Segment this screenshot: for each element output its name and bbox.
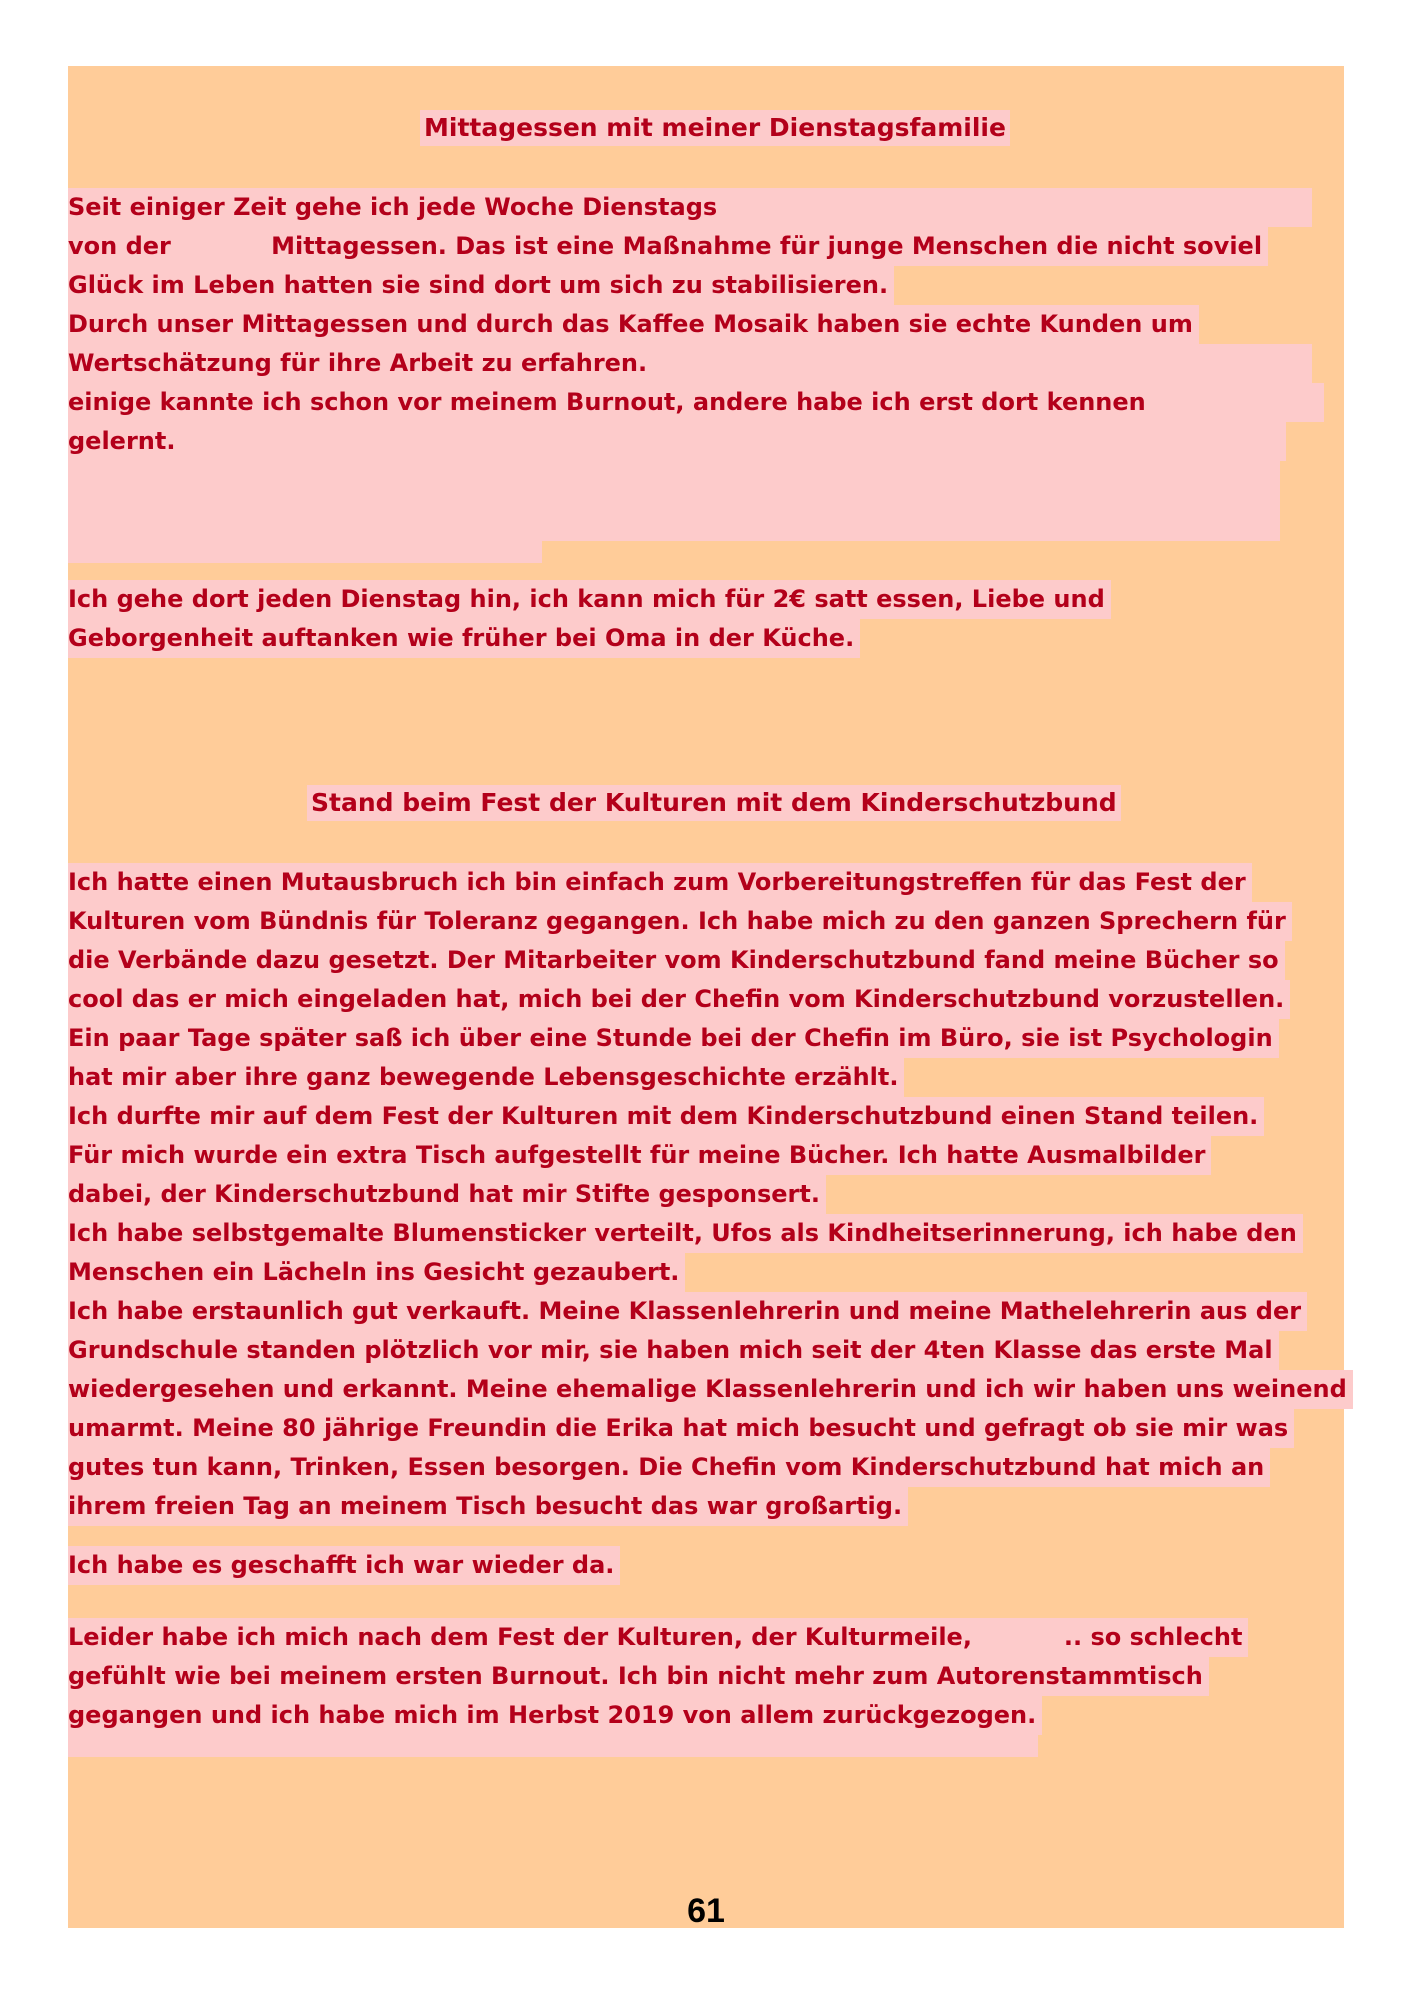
- text-line: Ich durfte mir auf dem Fest der Kulturen mit dem Kinderschutzbund einen Stand teilen.: [68, 1097, 1344, 1136]
- text-line: gutes tun kann, Trinken, Essen besorgen. Die Chefin vom Kinderschutzbund hat mich an: [68, 1448, 1344, 1487]
- text-line: die Verbände dazu gesetzt. Der Mitarbeiter vom Kinderschutzbund fand meine Bücher so: [68, 941, 1344, 980]
- text-line: Grundschule standen plötzlich vor mir, sie haben mich seit der 4ten Klasse das erste Mal: [68, 1331, 1344, 1370]
- text-line: einige kannte ich schon vor meinem Burnout, andere habe ich erst dort kennen: [68, 383, 1344, 422]
- section1-paragraph-2: [68, 580, 1344, 658]
- text-line: Leider habe ich mich nach dem Fest der Kulturen, der Kulturmeile, .. so schlecht: [68, 1618, 1344, 1657]
- section-title-mittagessen: Mittagessen mit meiner Dienstagsfamilie: [420, 110, 1010, 146]
- text-line: gelernt.: [68, 422, 1344, 461]
- text-line: Glück im Leben hatten sie sind dort um sich zu stabilisieren.: [68, 266, 1344, 305]
- text-line: Seit einiger Zeit gehe ich jede Woche Dienstags: [68, 188, 1344, 227]
- text-line: von der Mittagessen. Das ist eine Maßnahme für junge Menschen die nicht soviel: [68, 227, 1344, 266]
- text-line: dabei, der Kinderschutzbund hat mir Stifte gesponsert.: [68, 1175, 1344, 1214]
- text-line: Ich habe erstaunlich gut verkauft. Meine Klassenlehrerin und meine Mathelehrerin aus der: [68, 1292, 1344, 1331]
- highlight-block: [68, 1735, 1038, 1757]
- closing-paragraph: [68, 1618, 1344, 1735]
- text-line: ihrem freien Tag an meinem Tisch besucht das war großartig.: [68, 1487, 1344, 1526]
- page: [68, 66, 1347, 1930]
- text-line: Wertschätzung für ihre Arbeit zu erfahren.: [68, 344, 1344, 383]
- text-line: umarmt. Meine 80 jährige Freundin die Erika hat mich besucht und gefragt ob sie mir was: [68, 1409, 1344, 1448]
- text-line: cool das er mich eingeladen hat, mich bei der Chefin vom Kinderschutzbund vorzustellen.: [68, 980, 1344, 1019]
- text-line: gefühlt wie bei meinem ersten Burnout. Ich bin nicht mehr zum Autorenstammtisch: [68, 1657, 1344, 1696]
- text-line: Menschen ein Lächeln ins Gesicht gezaubert.: [68, 1253, 1344, 1292]
- text-line: Ein paar Tage später saß ich über eine Stunde bei der Chefin im Büro, sie ist Psychologin: [68, 1019, 1344, 1058]
- text-line: Ich gehe dort jeden Dienstag hin, ich kann mich für 2€ satt essen, Liebe und: [68, 580, 1344, 619]
- page-number: 61: [687, 1892, 725, 1930]
- text-line: Ich hatte einen Mutausbruch ich bin einfach zum Vorbereitungstreffen für das Fest der: [68, 863, 1344, 902]
- text-line: Kulturen vom Bündnis für Toleranz gegangen. Ich habe mich zu den ganzen Sprechern für: [68, 902, 1344, 941]
- highlight-block: [68, 461, 1280, 541]
- highlight-block: [68, 541, 542, 563]
- text-line: hat mir aber ihre ganz bewegende Lebensgeschichte erzählt.: [68, 1058, 1344, 1097]
- text-line: Durch unser Mittagessen und durch das Kaffee Mosaik haben sie echte Kunden um: [68, 305, 1344, 344]
- text-line: gegangen und ich habe mich im Herbst 2019 von allem zurückgezogen.: [68, 1696, 1344, 1735]
- statement-line: [68, 1546, 1344, 1585]
- section2-paragraph: [68, 863, 1347, 1526]
- section-title-stand: Stand beim Fest der Kulturen mit dem Kinderschutzbund: [307, 785, 1121, 821]
- text-line: wiedergesehen und erkannt. Meine ehemalige Klassenlehrerin und ich wir haben uns weinend: [68, 1370, 1344, 1409]
- section1-paragraph: [68, 188, 1344, 461]
- text-line: Für mich wurde ein extra Tisch aufgestellt für meine Bücher. Ich hatte Ausmalbilder: [68, 1136, 1344, 1175]
- text-line: Ich habe selbstgemalte Blumensticker verteilt, Ufos als Kindheitserinnerung, ich habe den: [68, 1214, 1344, 1253]
- text-line: Ich habe es geschafft ich war wieder da.: [68, 1546, 1344, 1585]
- text-line: Geborgenheit auftanken wie früher bei Oma in der Küche.: [68, 619, 1344, 658]
